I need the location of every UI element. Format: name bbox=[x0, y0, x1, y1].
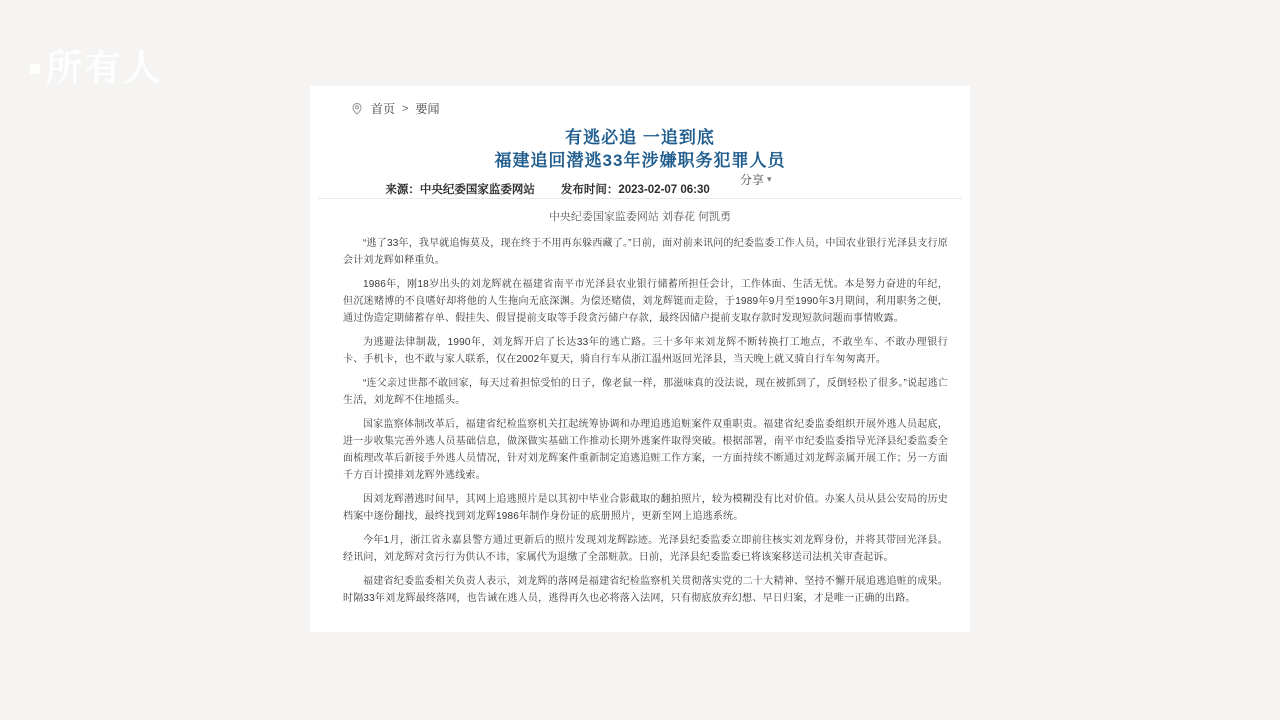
article-paragraph: 为逃避法律制裁，1990年，刘龙辉开启了长达33年的逃亡路。三十多年来刘龙辉不断转换打工地点，不敢坐车、不敢办理银行卡、手机卡，也不敢与家人联系，仅在2002年夏天，骑自行车从浙江温州返回光泽县，当天晚上就又骑自行车匆匆离开。 bbox=[343, 337, 948, 365]
breadcrumb bbox=[350, 100, 439, 117]
header-divider bbox=[318, 198, 962, 199]
article-title bbox=[310, 126, 970, 172]
article-paragraph: 因刘龙辉潜逃时间早，其网上追逃照片是以其初中毕业合影截取的翻拍照片，较为模糊没有比对价值。办案人员从县公安局的历史档案中逐份翻找，最终找到刘龙辉1986年制作身份证的底册照片，更新至网上追逃系统。 bbox=[343, 494, 948, 522]
article-title-line2: 福建追回潜逃33年涉嫌职务犯罪人员 bbox=[494, 151, 786, 170]
watermark-square-icon bbox=[30, 64, 40, 74]
breadcrumb-home-link[interactable]: 首页 bbox=[371, 102, 396, 116]
article-paragraph: “逃了33年，我早就追悔莫及，现在终于不用再东躲西藏了。”日前，面对前来讯问的纪委监委工作人员，中国农业银行光泽县支行原会计刘龙辉如释重负。 bbox=[343, 238, 948, 266]
breadcrumb-current-link[interactable]: 要闻 bbox=[415, 102, 440, 116]
publish-time-value: 2023-02-07 06:30 bbox=[618, 184, 710, 196]
article-paragraph: 福建省纪委监委相关负责人表示，刘龙辉的落网是福建省纪检监察机关贯彻落实党的二十大精神、坚持不懈开展追逃追赃的成果。时隔33年刘龙辉最终落网，也告诫在逃人员，逃得再久也必将落入法网，只有彻底放弃幻想、早日归案，才是唯一正确的出路。 bbox=[343, 576, 948, 604]
article-paragraph: “连父亲过世都不敢回家，每天过着担惊受怕的日子，像老鼠一样，那滋味真的没法说，现在被抓到了，反倒轻松了很多。”说起逃亡生活，刘龙辉不住地摇头。 bbox=[343, 378, 948, 406]
article-title-line1: 有逃必追 一追到底 bbox=[565, 128, 715, 147]
channel-watermark bbox=[30, 40, 163, 91]
article-paragraph: 国家监察体制改革后，福建省纪检监察机关扛起统筹协调和办理追逃追赃案件双重职责。福建省纪委监委组织开展外逃人员起底，进一步收集完善外逃人员基础信息，做深做实基础工作推动长期外逃案件取得突破。根据部署，南平市纪委监委指导光泽县纪委监委全面梳理改革后新接手外逃人员情况，针对刘龙辉案件重新制定追逃追赃工作方案，一方面持续不断通过刘龙辉亲属开展工作；另一方面千方百计摸排刘龙辉外逃线索。 bbox=[343, 419, 948, 481]
location-pin-icon bbox=[350, 101, 364, 116]
watermark-text: 所有人 bbox=[46, 47, 164, 88]
article-paragraph: 1986年，刚18岁出头的刘龙辉就在福建省南平市光泽县农业银行储蓄所担任会计，工作体面、生活无忧。本是努力奋进的年纪，但沉迷赌博的不良嗜好却将他的人生拖向无底深渊。为偿还赌债，刘龙辉铤而走险，于1989年9月至1990年3月期间，利用职务之便，通过伪造定期储蓄存单、假挂失、假冒提前支取等手段贪污储户存款，最终因储户提前支取存款时发现短款问题而事情败露。 bbox=[343, 279, 948, 324]
article-panel bbox=[310, 86, 970, 632]
article-meta bbox=[310, 181, 785, 197]
share-label: 分享 bbox=[740, 173, 765, 187]
article-paragraph: 今年1月，浙江省永嘉县警方通过更新后的照片发现刘龙辉踪迹。光泽县纪委监委立即前往核实刘龙辉身份，并将其带回光泽县。经讯问，刘龙辉对贪污行为供认不讳，家属代为退缴了全部赃款。日前，光泽县纪委监委已将该案移送司法机关审查起诉。 bbox=[343, 535, 948, 563]
publish-time-label: 发布时间： bbox=[560, 184, 619, 196]
source-value: 中央纪委国家监委网站 bbox=[419, 184, 535, 196]
source-label: 来源： bbox=[385, 184, 420, 196]
article-byline: 中央纪委国家监委网站 刘春花 何凯勇 bbox=[548, 211, 732, 223]
chevron-down-icon: ▾ bbox=[767, 174, 772, 184]
breadcrumb-separator: > bbox=[402, 102, 409, 115]
article-body bbox=[343, 235, 948, 614]
